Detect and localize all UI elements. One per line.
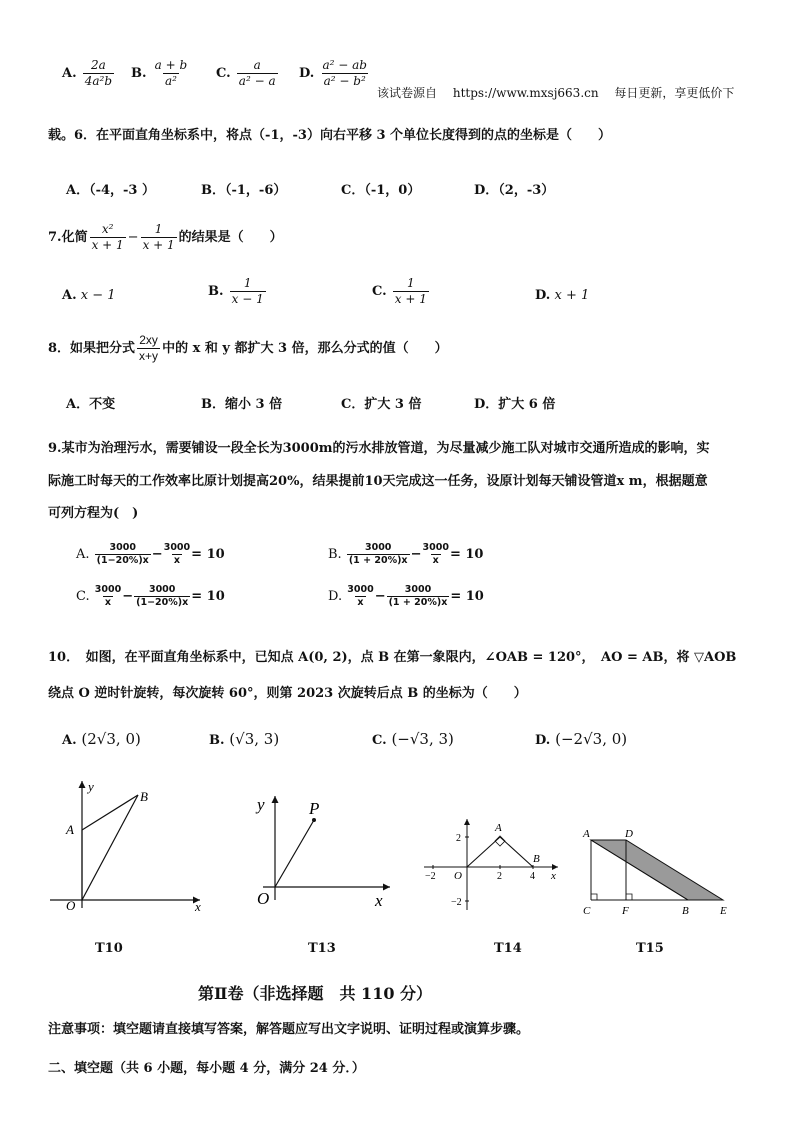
segment-ob xyxy=(82,795,138,900)
point-p xyxy=(312,818,316,822)
q9-line-1: 9.某市为治理污水，需要铺设一段全长为3000m的污水排放管道，为尽量减少施工队对城市交通所造成的影响，实 xyxy=(48,441,710,456)
part-two-heading: 二、填空题（共 6 小题，每小题 4 分，满分 24 分．） xyxy=(48,1061,365,1076)
q7-stem: 7.化简 $\frac{\text{x²}}{x + 1}$ − $\frac{1}{x + 1}$ 的结果是（ ） xyxy=(48,222,283,252)
q8-option-a: A．不变 xyxy=(66,397,116,412)
q7-option-d: D. x + 1 xyxy=(535,288,590,303)
label-a: A xyxy=(495,822,502,834)
tick-4-x: 4 xyxy=(530,871,535,882)
fraction-numerator: a + b xyxy=(154,58,188,72)
q6-option-d: D．（2，-3） xyxy=(474,183,555,198)
label-o: O xyxy=(454,870,462,882)
q5-option-a: A. $\frac{2a}{\text{4a²b}}$ xyxy=(62,58,113,88)
fraction-numerator: a² − ab xyxy=(322,58,367,72)
q9-line-3: 可列方程为( ) xyxy=(48,506,139,521)
q7-option-b: B. $\frac{1}{x - 1}$ xyxy=(208,276,264,306)
label-x: x xyxy=(375,891,383,910)
q7-option-c: C. $\frac{1}{x + 1}$ xyxy=(372,276,427,306)
label-p: P xyxy=(309,799,320,818)
fraction-denominator: a² xyxy=(164,74,177,88)
q9-option-b: B. $\frac{3000}{(1 + 20\%)x}$ − $\frac{3000}{x}$ = 10 xyxy=(328,542,484,566)
q5-option-d: D. $\frac{\text{a² − ab}}{\text{a² − b²}}$ xyxy=(299,58,367,88)
fraction-numerator: 2a xyxy=(91,58,106,72)
q6-option-c: C．（-1，0） xyxy=(341,183,421,198)
ray-op xyxy=(275,820,314,887)
label-d: D xyxy=(625,828,633,840)
label-a: A xyxy=(66,822,74,837)
watermark: 该试卷源自 https://www.mxsj663.cn 每日更新，享更低价下 xyxy=(377,86,735,100)
q5-option-b: B. $\frac{a + b}{\text{a²}}$ xyxy=(131,58,188,88)
q9-option-a: A. $\frac{3000}{(1-20\%)x}$ − $\frac{3000}{x}$ = 10 xyxy=(76,542,225,566)
tick-2-x: 2 xyxy=(497,871,502,882)
label-c: C xyxy=(583,905,591,917)
tick-2-y: 2 xyxy=(456,833,461,844)
label-x: x xyxy=(551,870,556,882)
label-b: B xyxy=(533,853,540,865)
label-b: B xyxy=(140,789,148,804)
q6-option-b: B．（-1，-6） xyxy=(201,183,287,198)
section-ii-note: 注意事项：填空题请直接填写答案，解答题应写出文字说明、证明过程或演算步骤。 xyxy=(48,1022,530,1037)
fraction-denominator: a² − b² xyxy=(323,74,366,88)
segment-ab xyxy=(82,795,138,830)
q10-option-b: B. (√3, 3) xyxy=(209,730,280,748)
caption-t10: T10 xyxy=(95,941,123,956)
figure-t15 xyxy=(578,825,738,920)
fraction-denominator: a² − a xyxy=(238,74,276,88)
caption-t13: T13 xyxy=(308,941,336,956)
label-b: B xyxy=(682,905,689,917)
q8-option-b: B．缩小 3 倍 xyxy=(201,397,283,412)
q9-option-d: D. $\frac{3000}{x}$ − $\frac{3000}{(1 + 20\%)x}$ = 10 xyxy=(328,584,484,608)
label-y: y xyxy=(88,779,94,794)
q6-stem: 载。6．在平面直角坐标系中，将点（-1，-3）向右平移 3 个单位长度得到的点的坐标是（ ） xyxy=(48,128,612,143)
fraction-numerator: a xyxy=(253,58,261,72)
q5-options xyxy=(62,58,116,89)
q10-option-d: D. (−2√3, 0) xyxy=(535,730,628,748)
figure-t13 xyxy=(245,790,395,915)
label-y: y xyxy=(257,795,265,814)
shaded-parallelogram xyxy=(591,840,723,900)
label-a: A xyxy=(583,828,590,840)
q6-option-a: A．（-4，-3 ） xyxy=(66,183,155,198)
q8-option-d: D．扩大 6 倍 xyxy=(474,397,556,412)
label-e: E xyxy=(720,905,727,917)
q10-line-2: 绕点 O 逆时针旋转，每次旋转 60°，则第 2023 次旋转后点 B 的坐标为（ ） xyxy=(48,686,527,701)
figure-t10 xyxy=(40,775,210,915)
q10-option-c: C. (−√3, 3) xyxy=(372,730,454,748)
q5-option-c: C. $\frac{a}{\text{a² − a}}$ xyxy=(216,58,276,88)
label-x: x xyxy=(195,899,201,914)
q8-option-c: C．扩大 3 倍 xyxy=(341,397,422,412)
caption-t15: T15 xyxy=(636,941,664,956)
fraction-denominator: 4a²b xyxy=(84,74,113,88)
q10-line-1: 10． 如图，在平面直角坐标系中，已知点 A(0, 2)，点 B 在第一象限内，∠OAB = 120°， AO = AB，将 ▽AOB xyxy=(48,650,737,665)
watermark-url[interactable]: https://www.mxsj663.cn xyxy=(452,86,599,100)
tick-neg2-y: −2 xyxy=(451,897,462,908)
caption-t14: T14 xyxy=(494,941,522,956)
label-o: O xyxy=(66,898,76,913)
q7-option-a: A. x − 1 xyxy=(62,288,116,303)
tick-neg2-x: −2 xyxy=(425,871,436,882)
figure-t14 xyxy=(418,815,563,915)
label-o: O xyxy=(257,889,270,908)
section-ii-title: 第Ⅱ卷（非选择题 共 110 分） xyxy=(198,984,433,1003)
q8-stem: 8．如果把分式 $\frac{2xy}{x+y}$ 中的 x 和 y 都扩大 3 倍，那么分式的值（ ） xyxy=(48,333,448,363)
q10-option-a: A. (2√3, 0) xyxy=(62,730,141,748)
q9-option-c: C. $\frac{3000}{x}$ − $\frac{3000}{(1-20\%)x}$ = 10 xyxy=(76,584,225,608)
q9-line-2: 际施工时每天的工作效率比原计划提高20%，结果提前10天完成这一任务，设原计划每天铺设管道x m，根据题意 xyxy=(48,474,708,489)
label-f: F xyxy=(622,905,629,917)
